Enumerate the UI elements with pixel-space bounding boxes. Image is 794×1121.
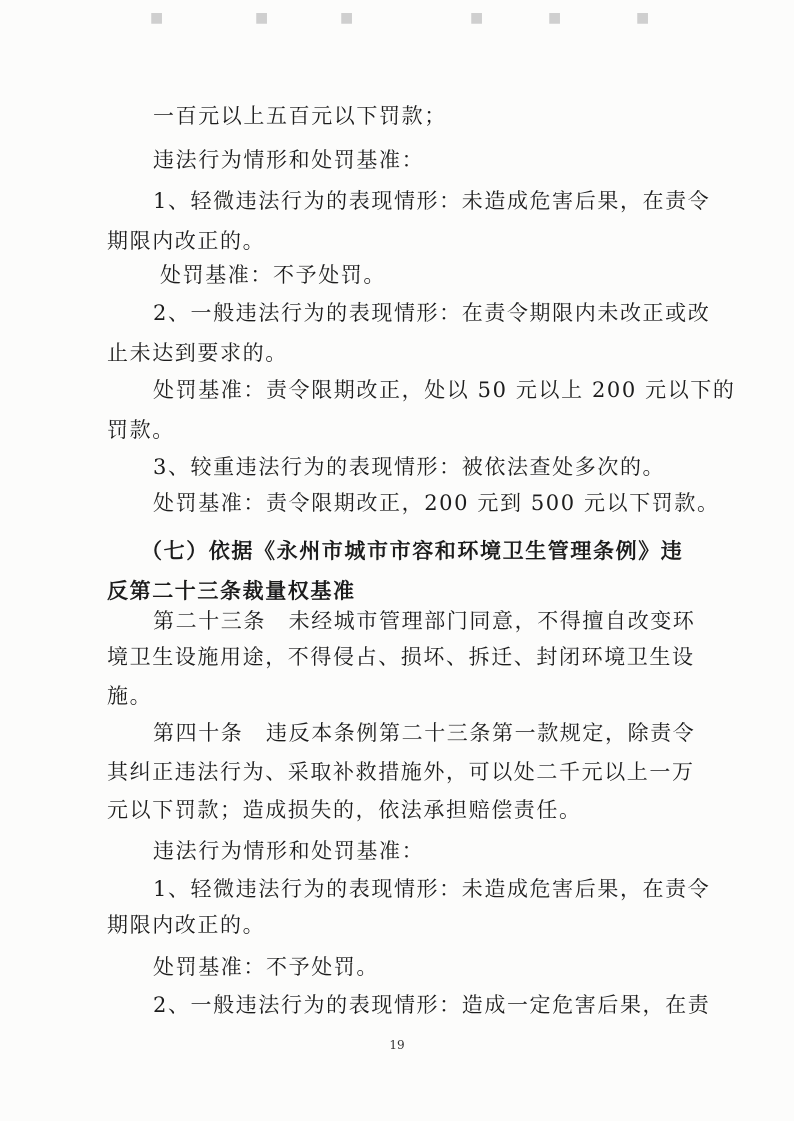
show-through-mark: ■: [150, 10, 170, 26]
body-line: 3、较重违法行为的表现情形：被依法查处多次的。: [153, 455, 666, 479]
body-line: 处罚基准：责令限期改正，200 元到 500 元以下罚款。: [153, 491, 720, 515]
body-line: 罚款。: [107, 418, 175, 442]
body-line: 期限内改正的。: [107, 913, 266, 937]
show-through-mark: ■: [548, 10, 568, 26]
show-through-mark: ■: [255, 10, 275, 26]
body-line: 违法行为情形和处罚基准：: [153, 839, 425, 863]
body-line: 期限内改正的。: [107, 229, 266, 253]
body-line: 2、一般违法行为的表现情形：在责令期限内未改正或改: [153, 301, 711, 325]
show-through-mark: ■: [470, 10, 490, 26]
body-line: 第四十条 违反本条例第二十三条第一款规定，除责令: [153, 721, 696, 745]
body-line: 第二十三条 未经城市管理部门同意，不得擅自改变环: [153, 609, 696, 633]
body-line: 施。: [107, 684, 153, 708]
body-line: 1、轻微违法行为的表现情形：未造成危害后果，在责令: [153, 189, 711, 213]
body-line: 1、轻微违法行为的表现情形：未造成危害后果，在责令: [153, 877, 711, 901]
show-through-mark: ■: [636, 10, 656, 26]
body-line: 元以下罚款；造成损失的，依法承担赔偿责任。: [107, 798, 582, 822]
body-line: 境卫生设施用途，不得侵占、损坏、拆迁、封闭环境卫生设: [107, 645, 695, 669]
body-line: 违法行为情形和处罚基准：: [153, 148, 425, 172]
body-line: 一百元以上五百元以下罚款；: [153, 104, 447, 128]
body-line: 2、一般违法行为的表现情形：造成一定危害后果，在责: [153, 993, 711, 1017]
body-line: 处罚基准：不予处罚。: [153, 955, 379, 979]
body-line: 处罚基准：责令限期改正，处以 50 元以上 200 元以下的: [153, 378, 736, 402]
page-number: 19: [389, 1038, 405, 1052]
body-line: 止未达到要求的。: [107, 341, 288, 365]
show-through-mark: ■: [340, 10, 360, 26]
body-line: 其纠正违法行为、采取补救措施外，可以处二千元以上一万: [107, 760, 695, 784]
section-heading: 反第二十三条裁量权基准: [107, 578, 356, 603]
body-line: 处罚基准：不予处罚。: [160, 263, 386, 287]
section-heading: （七）依据《永州市城市市容和环境卫生管理条例》违: [141, 538, 684, 563]
